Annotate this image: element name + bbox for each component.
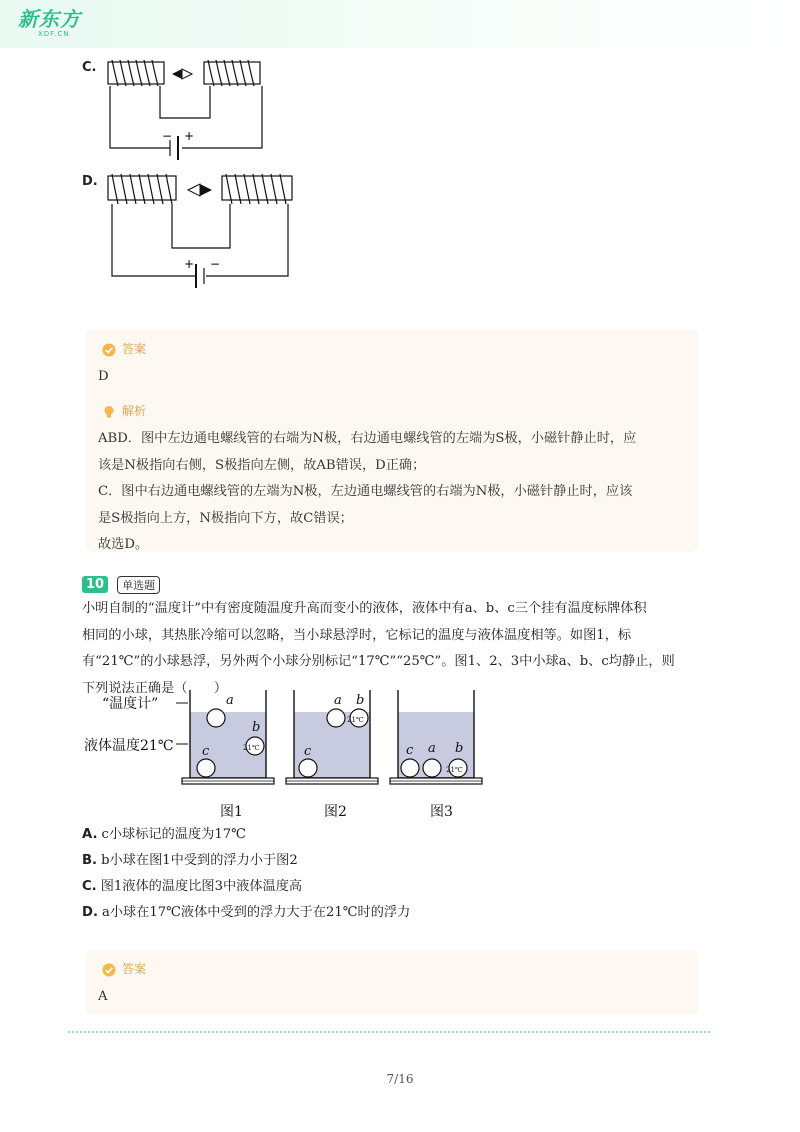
analysis-title: 解析 <box>122 404 147 418</box>
logo <box>18 8 81 38</box>
battery-c-right-sign: + <box>184 129 195 143</box>
answer-title: 答案 <box>122 342 147 356</box>
option-key: C. <box>82 879 97 894</box>
stem-line: 下列说法正确是（ ） <box>82 680 228 696</box>
figure-caption-2: 图2 <box>324 804 347 820</box>
analysis-line: ABD．图中左边通电螺线管的右端为N极，右边通电螺线管的左端为S极，小磁针静止时，应 <box>98 431 637 446</box>
answer-heading <box>102 340 146 357</box>
ball-tag: 21℃ <box>243 744 260 752</box>
beaker-1 <box>182 690 274 784</box>
logo-sub-text: XDF.CN <box>38 30 70 38</box>
circuit-d-diagram <box>100 168 300 290</box>
ball-a-label: a <box>226 693 234 708</box>
option-text: b小球在图1中受到的浮力小于图2 <box>101 853 298 868</box>
beaker-2 <box>286 690 378 784</box>
figure-caption-1: 图1 <box>220 804 243 820</box>
stem-line: 相同的小球，其热胀冷缩可以忽略，当小球悬浮时，它标记的温度与液体温度相等。如图1，标 <box>82 627 632 643</box>
answer-analysis-box <box>86 330 698 552</box>
option-text: a小球在17℃液体中受到的浮力大于在21℃时的浮力 <box>101 905 411 920</box>
figure-caption-3: 图3 <box>430 804 453 820</box>
answer-heading <box>102 960 146 977</box>
ball-tag: 21℃ <box>446 766 463 774</box>
answer-title: 答案 <box>122 962 147 976</box>
answer-value: A <box>98 989 108 1004</box>
option-key: D. <box>82 905 98 920</box>
ball-a-label: a <box>428 741 436 756</box>
ball-c-label: c <box>406 743 414 758</box>
option-c[interactable] <box>82 874 410 900</box>
check-badge-icon <box>102 343 116 357</box>
battery-c-left-sign: − <box>162 129 173 143</box>
ball-b-label: b <box>455 741 464 756</box>
question-header <box>82 574 160 594</box>
option-key: A. <box>82 827 98 842</box>
analysis-line: 是S极指向上方，N极指向下方，故C错误； <box>98 510 353 526</box>
answer-value: D <box>98 369 109 384</box>
section-divider <box>68 1031 710 1033</box>
battery-d-right-sign: − <box>210 257 221 271</box>
analysis-body <box>98 426 688 559</box>
option-a[interactable] <box>82 822 410 848</box>
analysis-line: 该是N极指向右侧，S极指向左侧，故AB错误，D正确； <box>98 457 426 473</box>
option-b[interactable] <box>82 848 410 874</box>
ball-c-label: c <box>304 744 312 759</box>
ball-c-label: c <box>202 744 210 759</box>
option-text: 图1液体的温度比图3中液体温度高 <box>100 879 303 894</box>
analysis-line: C．图中右边通电螺线管的左端为N极，左边通电螺线管的右端为N极，小磁针静止时，应该 <box>98 484 633 499</box>
option-c-label: C. <box>82 60 97 75</box>
liquid-temp-label: 液体温度21℃ <box>84 738 174 754</box>
ball-b-label: b <box>356 693 365 708</box>
circuit-c-diagram <box>100 56 280 162</box>
page-number: 7/16 <box>386 1072 414 1086</box>
analysis-line: 故选D。 <box>98 537 149 552</box>
check-badge-icon <box>102 963 116 977</box>
ball-b-label: b <box>252 720 261 735</box>
stem-line: 有“21℃”的小球悬浮，另外两个小球分别标记“17℃”“25℃”。图1、2、3中小球a、b、c均静止，则 <box>82 654 675 669</box>
option-text: c小球标记的温度为17℃ <box>101 827 246 842</box>
ball-a-label: a <box>334 693 342 708</box>
question-number: 10 <box>82 576 108 593</box>
beaker-3 <box>390 690 482 784</box>
header-band <box>0 0 800 48</box>
logo-main-text: 新东方 <box>18 7 81 31</box>
stem-line: 小明自制的“温度计”中有密度随温度升高而变小的液体，液体中有a、b、c三个挂有温度标牌体积 <box>82 601 647 616</box>
ball-tag: 21℃ <box>347 716 364 724</box>
answer-box-2 <box>86 950 698 1014</box>
lightbulb-icon <box>102 405 116 419</box>
option-d-label: D. <box>82 174 98 189</box>
battery-d-left-sign: + <box>184 257 195 271</box>
question-type-badge: 单选题 <box>117 576 160 594</box>
thermometer-figure <box>80 686 500 822</box>
analysis-heading <box>102 402 146 419</box>
question-options <box>82 822 410 926</box>
option-d[interactable] <box>82 900 410 926</box>
option-key: B. <box>82 853 98 868</box>
thermometer-label: “温度计” <box>102 696 159 712</box>
